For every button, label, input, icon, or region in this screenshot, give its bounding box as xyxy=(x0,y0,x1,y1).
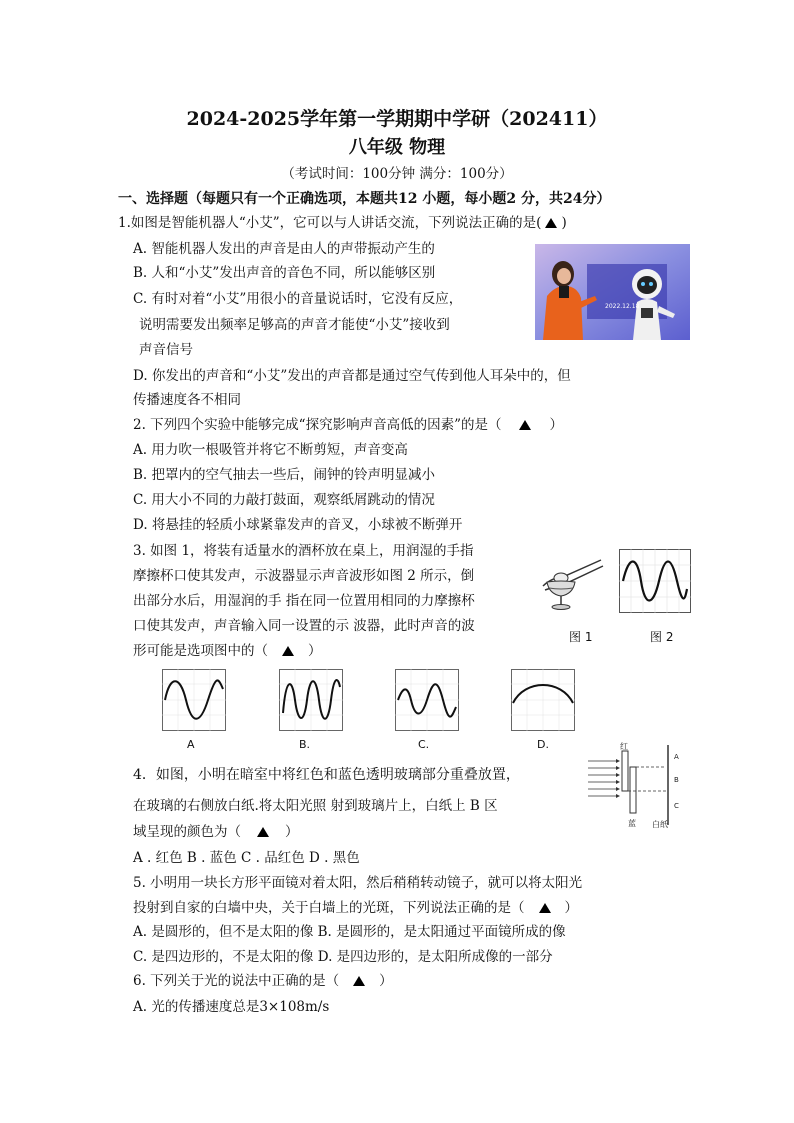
q3-line3: 出部分水后，用湿润的手 指在同一位置用相同的力摩擦杯 xyxy=(133,593,475,609)
q6-stem xyxy=(133,972,393,991)
option-c-waveform xyxy=(395,669,459,731)
q1-option-a: A. 智能机器人发出的声音是由人的声带振动产生的 xyxy=(133,241,435,257)
q4-line1: 4．如图，小明在暗室中将红色和蓝色透明玻璃部分重叠放置， xyxy=(133,767,520,783)
q5-line1: 5. 小明用一块长方形平面镜对着太阳，然后稍稍转动镜子，就可以将太阳光 xyxy=(133,875,583,891)
option-b-waveform xyxy=(279,669,343,731)
answer-triangle-icon xyxy=(545,218,557,228)
q6-option-a: A. 光的传播速度总是3×108m/s xyxy=(133,999,330,1015)
wine-glass-figure xyxy=(541,556,607,612)
q4-line3-text: 域呈现的颜色为（ xyxy=(133,824,241,840)
q5-stem-close: ） xyxy=(564,900,578,916)
option-a-waveform xyxy=(162,669,226,731)
q1-option-d-line1: D. 你发出的声音和“小艾”发出的声音都是通过空气传到他人耳朵中的，但 xyxy=(133,368,571,384)
figure-region-c: C xyxy=(674,802,679,810)
exam-subtitle: 八年级 物理 xyxy=(348,137,446,158)
q3-line5 xyxy=(133,642,322,661)
q2-stem-text: 2. 下列四个实验中能够完成“探究影响声音高低的因素”的是（ xyxy=(133,417,502,433)
figure-paper-label: 白纸 xyxy=(652,820,668,829)
answer-triangle-icon xyxy=(353,976,365,986)
q6-stem-text: 6. 下列关于光的说法中正确的是（ xyxy=(133,973,340,989)
section-heading: 一、选择题（每题只有一个正确选项，本题共12 小题，每小题2 分，共24分） xyxy=(118,191,611,207)
q4-stem-close: ） xyxy=(285,824,299,840)
q3-line5-text: 形可能是选项图中的（ xyxy=(133,643,268,659)
q1-option-c-line3: 声音信号 xyxy=(139,342,193,358)
q1-stem xyxy=(118,214,567,233)
q2-stem-close: ） xyxy=(549,417,563,433)
oscilloscope-figure-2 xyxy=(619,549,691,613)
q2-option-c: C. 用大小不同的力敲打鼓面，观察纸屑跳动的情况 xyxy=(133,492,435,508)
figure-region-b: B xyxy=(674,776,679,784)
q2-option-b: B. 把罩内的空气抽去一些后，闹钟的铃声明显减小 xyxy=(133,467,436,483)
q5-line2 xyxy=(133,899,578,918)
q6-stem-close: ） xyxy=(379,973,393,989)
exam-info: （考试时间：100分钟 满分：100分） xyxy=(281,166,513,182)
q1-option-b: B. 人和“小艾”发出声音的音色不同，所以能够区别 xyxy=(133,265,436,281)
answer-triangle-icon xyxy=(519,420,531,430)
q4-options: A . 红色 B . 蓝色 C . 品红色 D . 黑色 xyxy=(133,850,360,866)
q3-stem-close: ） xyxy=(308,643,322,659)
figure-2-label: 图 2 xyxy=(650,630,674,644)
q5-options-cd: C. 是四边形的，不是太阳的像 D. 是四边形的，是太阳所成像的一部分 xyxy=(133,949,553,965)
option-b-label: B. xyxy=(299,738,311,751)
q1-option-d-line2: 传播速度各不相同 xyxy=(133,392,241,408)
q1-stem-close: ) xyxy=(561,215,567,231)
photo-date-caption: 2022.12.18 xyxy=(605,303,640,310)
option-d-label: D. xyxy=(537,738,549,751)
figure-region-a: A xyxy=(674,753,679,761)
q2-stem xyxy=(133,416,563,435)
figure-1-label: 图 1 xyxy=(569,630,593,644)
q4-line2: 在玻璃的右侧放白纸.将太阳光照 射到玻璃片上，白纸上 B 区 xyxy=(133,798,498,814)
q4-line3 xyxy=(133,823,299,842)
robot-photo xyxy=(535,244,690,340)
option-a-label: A xyxy=(187,738,195,751)
option-d-waveform xyxy=(511,669,575,731)
q5-line2-text: 投射到自家的白墙中央，关于白墙上的光斑，下列说法正确的是（ xyxy=(133,900,525,916)
option-c-label: C. xyxy=(418,738,430,751)
answer-triangle-icon xyxy=(539,903,551,913)
q2-option-d: D. 将悬挂的轻质小球紧靠发声的音叉，小球被不断弹开 xyxy=(133,517,463,533)
figure-red-label: 红 xyxy=(620,742,628,751)
figure-blue-label: 蓝 xyxy=(628,819,636,828)
q1-option-c-line2: 说明需要发出频率足够高的声音才能使“小艾”接收到 xyxy=(139,317,450,333)
answer-triangle-icon xyxy=(282,646,294,656)
exam-title: 2024-2025学年第一学期期中学研（202411） xyxy=(186,108,608,130)
q3-line2: 摩擦杯口使其发声，示波器显示声音波形如图 2 所示，倒 xyxy=(133,568,475,584)
q3-line1: 3. 如图 1，将装有适量水的酒杯放在桌上，用润湿的手指 xyxy=(133,543,474,559)
answer-triangle-icon xyxy=(257,827,269,837)
q3-line4: 口使其发声，声音输入同一设置的示 波器，此时声音的波 xyxy=(133,618,475,634)
q5-options-ab: A. 是圆形的，但不是太阳的像 B. 是圆形的，是太阳通过平面镜所成的像 xyxy=(133,924,566,940)
q2-option-a: A. 用力吹一根吸管并将它不断剪短，声音变高 xyxy=(133,442,408,458)
q1-stem-text: 1.如图是智能机器人“小艾”，它可以与人讲话交流，下列说法正确的是( xyxy=(118,215,542,231)
glass-overlap-figure xyxy=(586,741,690,833)
q1-option-c-line1: C. 有时对着“小艾”用很小的音量说话时，它没有反应， xyxy=(133,291,463,307)
